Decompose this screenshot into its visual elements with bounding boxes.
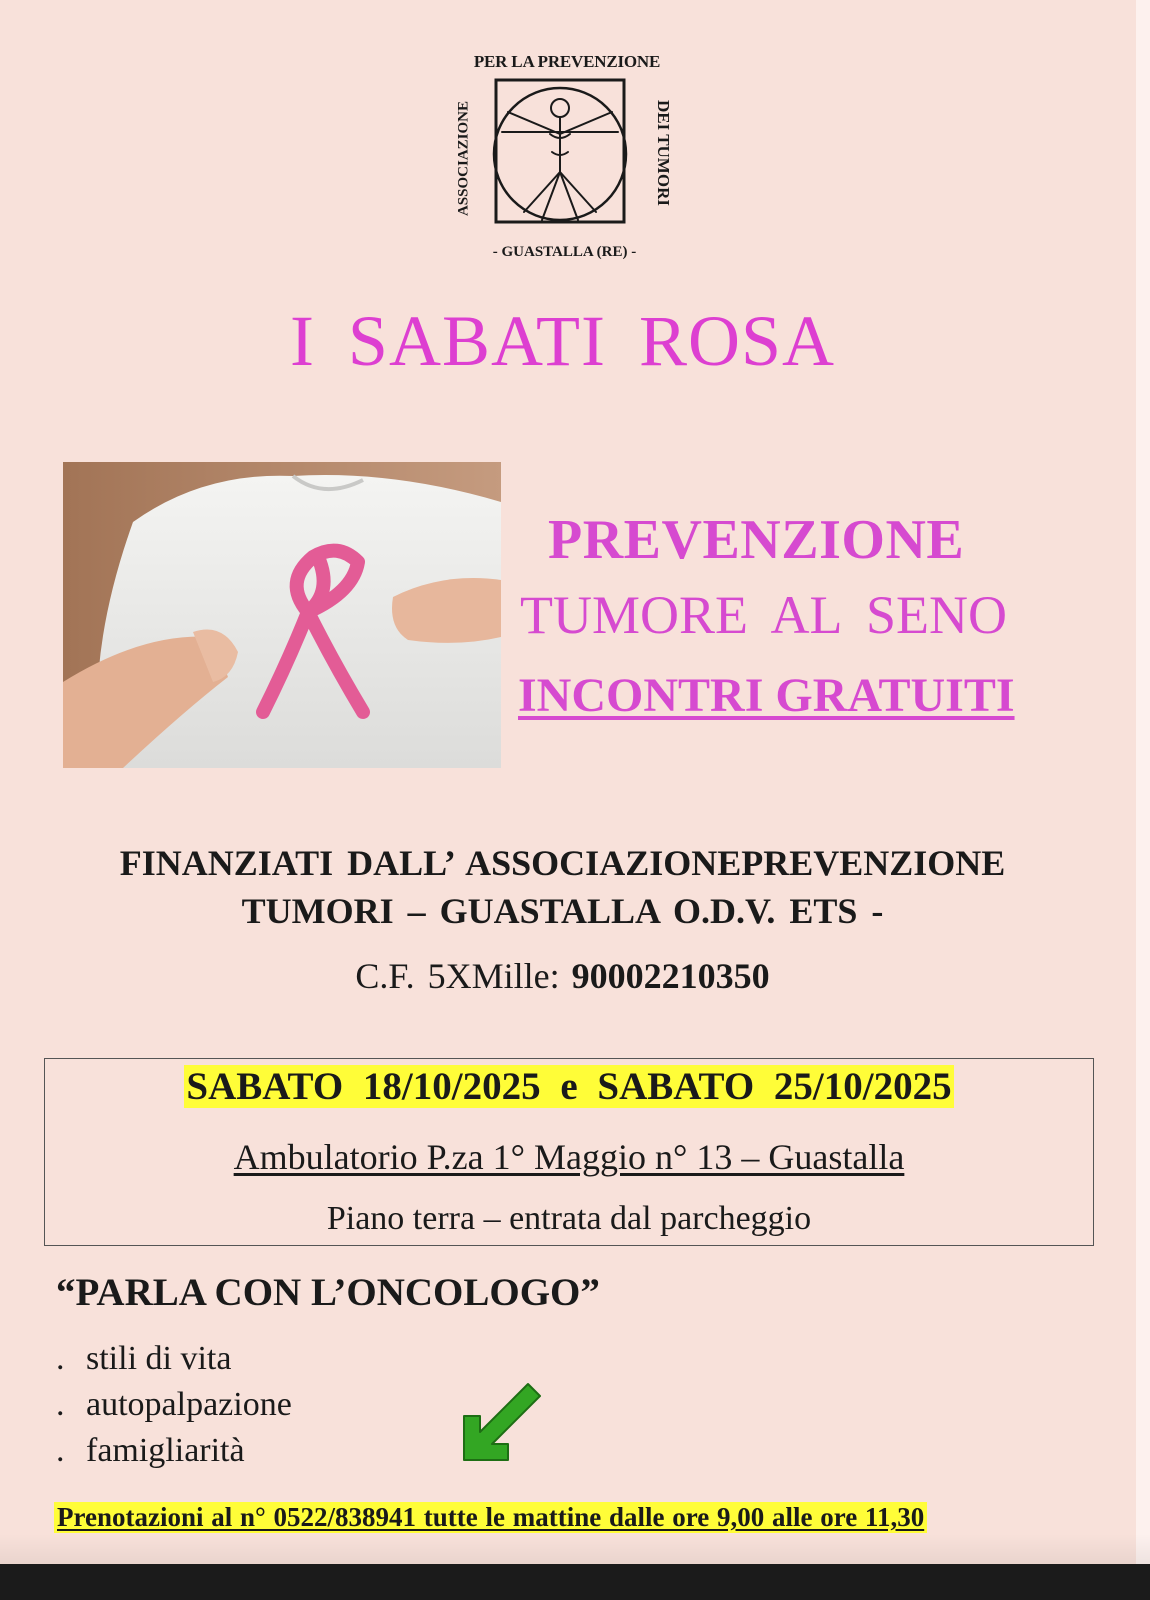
vitruvian-man-icon bbox=[484, 72, 634, 232]
event-dates bbox=[0, 1064, 1138, 1109]
event-access: Piano terra – entrata dal parcheggio bbox=[326, 1200, 812, 1237]
list-item: . famigliarità bbox=[56, 1432, 245, 1469]
tax-code-value: 90002210350 bbox=[571, 956, 770, 996]
headline-incontri: INCONTRI GRATUITI bbox=[518, 669, 1015, 722]
event-dates-text: SABATO 18/10/2025 e SABATO 25/10/2025 bbox=[186, 1065, 952, 1108]
awareness-ribbon-photo bbox=[63, 462, 501, 768]
financing-line-1: FINANZIATI DALL’ ASSOCIAZIONEPREVENZIONE bbox=[119, 843, 1006, 883]
page-edge bbox=[1136, 0, 1150, 1600]
tax-code-label: C.F. 5XMille: bbox=[355, 956, 560, 996]
financing-line-2: TUMORI – GUASTALLA O.D.V. ETS - bbox=[241, 891, 884, 931]
headline-tumore: TUMORE AL SENO bbox=[520, 585, 1008, 645]
logo-bottom-text: - GUASTALLA (RE) - bbox=[492, 244, 637, 260]
logo-right-text: DEI TUMORI bbox=[654, 100, 673, 206]
bottom-shadow bbox=[0, 1534, 1150, 1564]
list-item: . stili di vita bbox=[56, 1340, 232, 1377]
page-title: I SABATI ROSA bbox=[289, 301, 836, 381]
tax-code bbox=[0, 955, 1125, 997]
booking-info: Prenotazioni al n° 0522/838941 tutte le mattine dalle ore 9,00 alle ore 11,30 bbox=[54, 1502, 927, 1533]
list-item: . autopalpazione bbox=[56, 1386, 292, 1423]
logo-top-text: PER LA PREVENZIONE bbox=[473, 52, 661, 71]
event-location: Ambulatorio P.za 1° Maggio n° 13 – Guastalla bbox=[233, 1137, 905, 1177]
logo-left-text: ASSOCIAZIONE bbox=[455, 100, 472, 217]
arrow-down-left-icon bbox=[456, 1380, 544, 1468]
headline-prevenzione: PREVENZIONE bbox=[548, 509, 965, 571]
association-logo bbox=[452, 50, 677, 270]
oncologo-heading: “PARLA CON L’ONCOLOGO” bbox=[56, 1271, 600, 1314]
topic-list bbox=[56, 1336, 292, 1474]
bottom-bar bbox=[0, 1564, 1150, 1600]
